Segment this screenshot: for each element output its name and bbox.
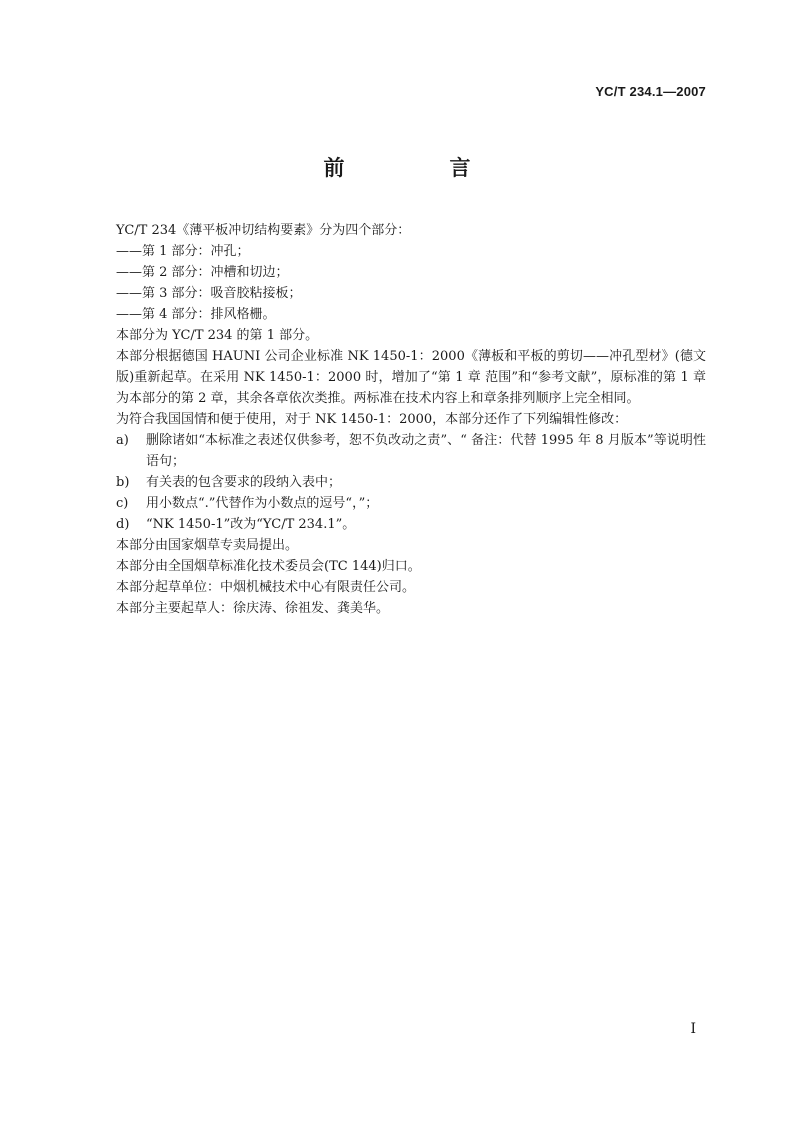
edit-item-text: 有关表的包含要求的段纳入表中； bbox=[146, 475, 342, 490]
edit-item-text: 用小数点“.”代替作为小数点的逗号“，”； bbox=[146, 496, 379, 511]
part-list-item-4: ——第 4 部分：排风格栅。 bbox=[116, 307, 276, 322]
this-part-paragraph: 本部分为 YC/T 234 的第 1 部分。 bbox=[116, 328, 319, 343]
drafters-paragraph: 本部分主要起草人：徐庆涛、徐祖发、龚美华。 bbox=[116, 601, 390, 616]
drafting-unit-paragraph: 本部分起草单位：中烟机械技术中心有限责任公司。 bbox=[116, 580, 416, 595]
edit-item-a bbox=[116, 430, 706, 472]
edit-item-d bbox=[116, 514, 706, 535]
proposed-by-paragraph: 本部分由国家烟草专卖局提出。 bbox=[116, 538, 299, 553]
part-list-item-1: ——第 1 部分：冲孔； bbox=[116, 244, 250, 259]
standard-code-header: YC/T 234.1—2007 bbox=[595, 84, 706, 99]
part-list-item-3: ——第 3 部分：吸音胶粘接板； bbox=[116, 286, 302, 301]
edit-item-marker: b) bbox=[116, 475, 130, 490]
intro-paragraph: YC/T 234《薄平板冲切结构要素》分为四个部分： bbox=[116, 223, 411, 238]
edit-item-c bbox=[116, 493, 706, 514]
part-list-item-2: ——第 2 部分：冲槽和切边； bbox=[116, 265, 289, 280]
edit-intro-paragraph: 为符合我国国情和便于使用，对于 NK 1450-1：2000，本部分还作了下列编辑性修改： bbox=[116, 412, 628, 427]
centralized-by-paragraph: 本部分由全国烟草标准化技术委员会(TC 144)归口。 bbox=[116, 559, 421, 574]
page-number: I bbox=[690, 1021, 696, 1037]
edit-item-text: “NK 1450-1”改为“YC/T 234.1”。 bbox=[146, 517, 356, 532]
edit-item-marker: a) bbox=[116, 433, 129, 448]
edit-item-marker: c) bbox=[116, 496, 129, 511]
edit-item-b bbox=[116, 472, 706, 493]
page-title: 前 言 bbox=[323, 156, 513, 180]
document-body bbox=[116, 220, 706, 619]
edit-item-marker: d) bbox=[116, 517, 130, 532]
basis-paragraph: 本部分根据德国 HAUNI 公司企业标准 NK 1450-1：2000《薄板和平板的剪切——冲孔型材》(德文版)重新起草。在采用 NK 1450-1：2000 时，增加了“第 1 章 范围”和“参考文献”，原标准的第 1 章为本部分的第 2 章，其余各章依次类推。两标准在技术内容上和章条排列顺序上完全相同。 bbox=[116, 349, 706, 406]
edit-item-text: 删除诸如“本标准之表述仅供参考，恕不负改动之责”、“ 备注：代替 1995 年 8 月版本”等说明性语句； bbox=[146, 433, 706, 469]
